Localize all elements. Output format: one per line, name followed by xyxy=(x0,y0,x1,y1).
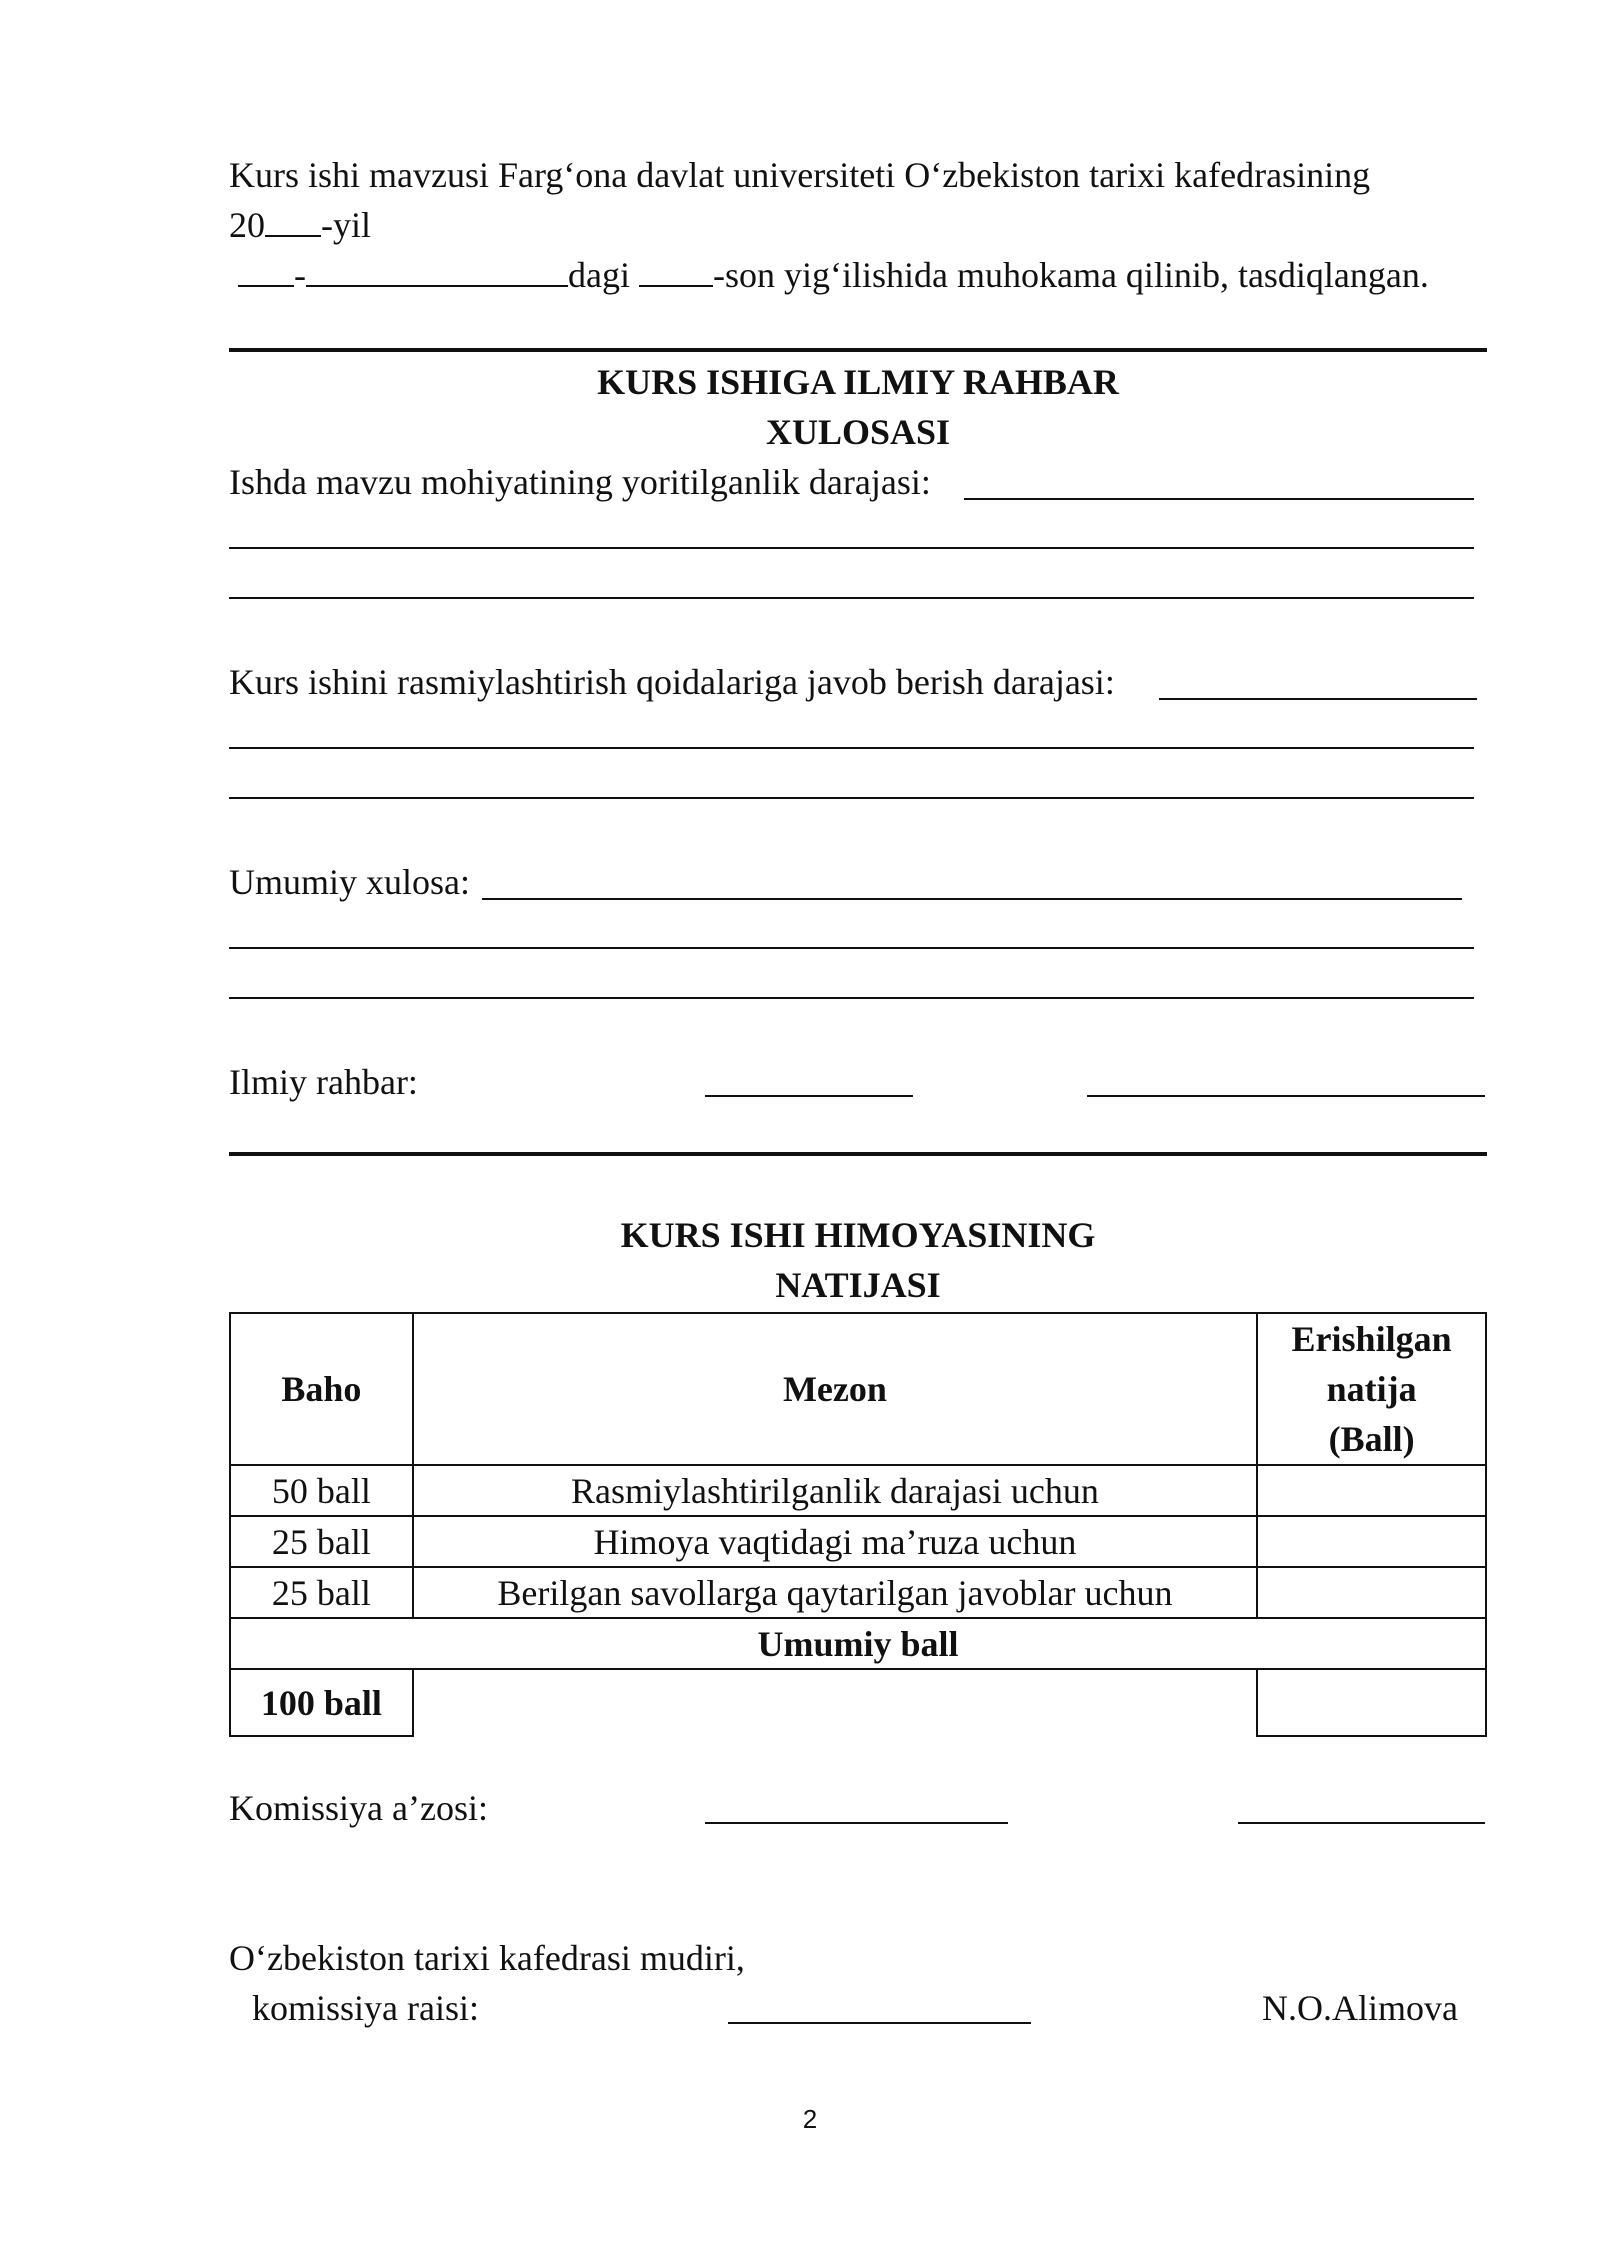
header-natija xyxy=(1257,1313,1486,1465)
chair-signature-line[interactable] xyxy=(728,2022,1031,2024)
section-divider-1 xyxy=(229,348,1487,352)
header-mezon: Mezon xyxy=(413,1313,1257,1465)
page-number: 2 xyxy=(802,2104,818,2134)
commission-chair-label: komissiya raisi: xyxy=(252,1988,479,2028)
year-suffix: -yil xyxy=(321,205,371,245)
section-divider-2 xyxy=(229,1152,1487,1156)
answer-line-topic-1[interactable] xyxy=(964,498,1474,500)
advisor-signer-label: Ilmiy rahbar: xyxy=(229,1062,418,1102)
advisor-title-line-1: KURS ISHIGA ILMIY RAHBAR xyxy=(597,362,1119,402)
advisor-name-line[interactable] xyxy=(1087,1095,1485,1097)
answer-line-format-2[interactable] xyxy=(229,747,1474,749)
answer-line-format-3[interactable] xyxy=(229,797,1474,799)
month-blank[interactable] xyxy=(306,253,568,287)
question-topic-coverage: Ishda mavzu mohiyatining yoritilganlik darajasi: xyxy=(229,462,931,502)
question-general-conclusion: Umumiy xulosa: xyxy=(229,862,470,902)
results-title-line-1: KURS ISHI HIMOYASINING xyxy=(620,1215,1096,1255)
row-score-cell[interactable] xyxy=(1257,1567,1486,1618)
answer-line-topic-3[interactable] xyxy=(229,597,1474,599)
row-mezon: Rasmiylashtirilganlik darajasi uchun xyxy=(413,1465,1257,1516)
row-mezon: Himoya vaqtidagi ma’ruza uchun xyxy=(413,1516,1257,1567)
total-empty-cell xyxy=(413,1669,1257,1736)
intro-line-1: Kurs ishi mavzusi Farg‘ona davlat universiteti O‘zbekiston tarixi kafedrasining xyxy=(229,155,1371,195)
header-natija-line-2: natija xyxy=(1326,1369,1417,1409)
answer-line-topic-2[interactable] xyxy=(229,547,1474,549)
row-score-cell[interactable] xyxy=(1257,1465,1486,1516)
table-row xyxy=(230,1567,1486,1618)
results-table xyxy=(229,1312,1487,1737)
total-label: Umumiy ball xyxy=(230,1618,1486,1669)
table-header-row xyxy=(230,1313,1486,1465)
row-mezon: Berilgan savollarga qaytarilgan javoblar uchun xyxy=(413,1567,1257,1618)
member-signature-line[interactable] xyxy=(705,1822,1008,1824)
table-row xyxy=(230,1465,1486,1516)
row-baho: 25 ball xyxy=(230,1516,413,1567)
intro-date-line xyxy=(238,250,1429,300)
header-baho: Baho xyxy=(230,1313,413,1465)
total-label-row xyxy=(230,1618,1486,1669)
dagi-label: dagi xyxy=(568,255,630,295)
table-row xyxy=(230,1516,1486,1567)
total-value-row xyxy=(230,1669,1486,1736)
results-title-line-2: NATIJASI xyxy=(775,1265,941,1305)
total-value: 100 ball xyxy=(230,1669,413,1736)
question-formatting-compliance: Kurs ishini rasmiylashtirish qoidalariga javob berish darajasi: xyxy=(229,662,1115,702)
answer-line-conclusion-1[interactable] xyxy=(482,898,1462,900)
department-head-title: O‘zbekiston tarixi kafedrasi mudiri, xyxy=(229,1938,745,1978)
year-prefix: 20 xyxy=(229,205,265,245)
chair-name: N.O.Alimova xyxy=(1262,1988,1458,2028)
row-baho: 25 ball xyxy=(230,1567,413,1618)
answer-line-conclusion-3[interactable] xyxy=(229,997,1474,999)
member-name-line[interactable] xyxy=(1238,1822,1485,1824)
answer-line-conclusion-2[interactable] xyxy=(229,947,1474,949)
row-score-cell[interactable] xyxy=(1257,1516,1486,1567)
intro-year-line xyxy=(229,200,371,250)
year-blank[interactable] xyxy=(265,203,321,237)
son-text: -son yig‘ilishida muhokama qilinib, tasdiqlangan. xyxy=(712,255,1429,295)
answer-line-format-1[interactable] xyxy=(1159,698,1477,700)
row-baho: 50 ball xyxy=(230,1465,413,1516)
protocol-number-blank[interactable] xyxy=(639,253,713,287)
header-natija-line-1: Erishilgan xyxy=(1291,1319,1452,1359)
header-natija-line-3: (Ball) xyxy=(1328,1419,1415,1459)
date-dash: - xyxy=(294,255,306,295)
advisor-signature-line[interactable] xyxy=(705,1095,913,1097)
total-score-cell[interactable] xyxy=(1257,1669,1486,1736)
day-blank[interactable] xyxy=(238,253,294,287)
advisor-title-line-2: XULOSASI xyxy=(765,412,951,452)
commission-member-label: Komissiya a’zosi: xyxy=(229,1788,488,1828)
